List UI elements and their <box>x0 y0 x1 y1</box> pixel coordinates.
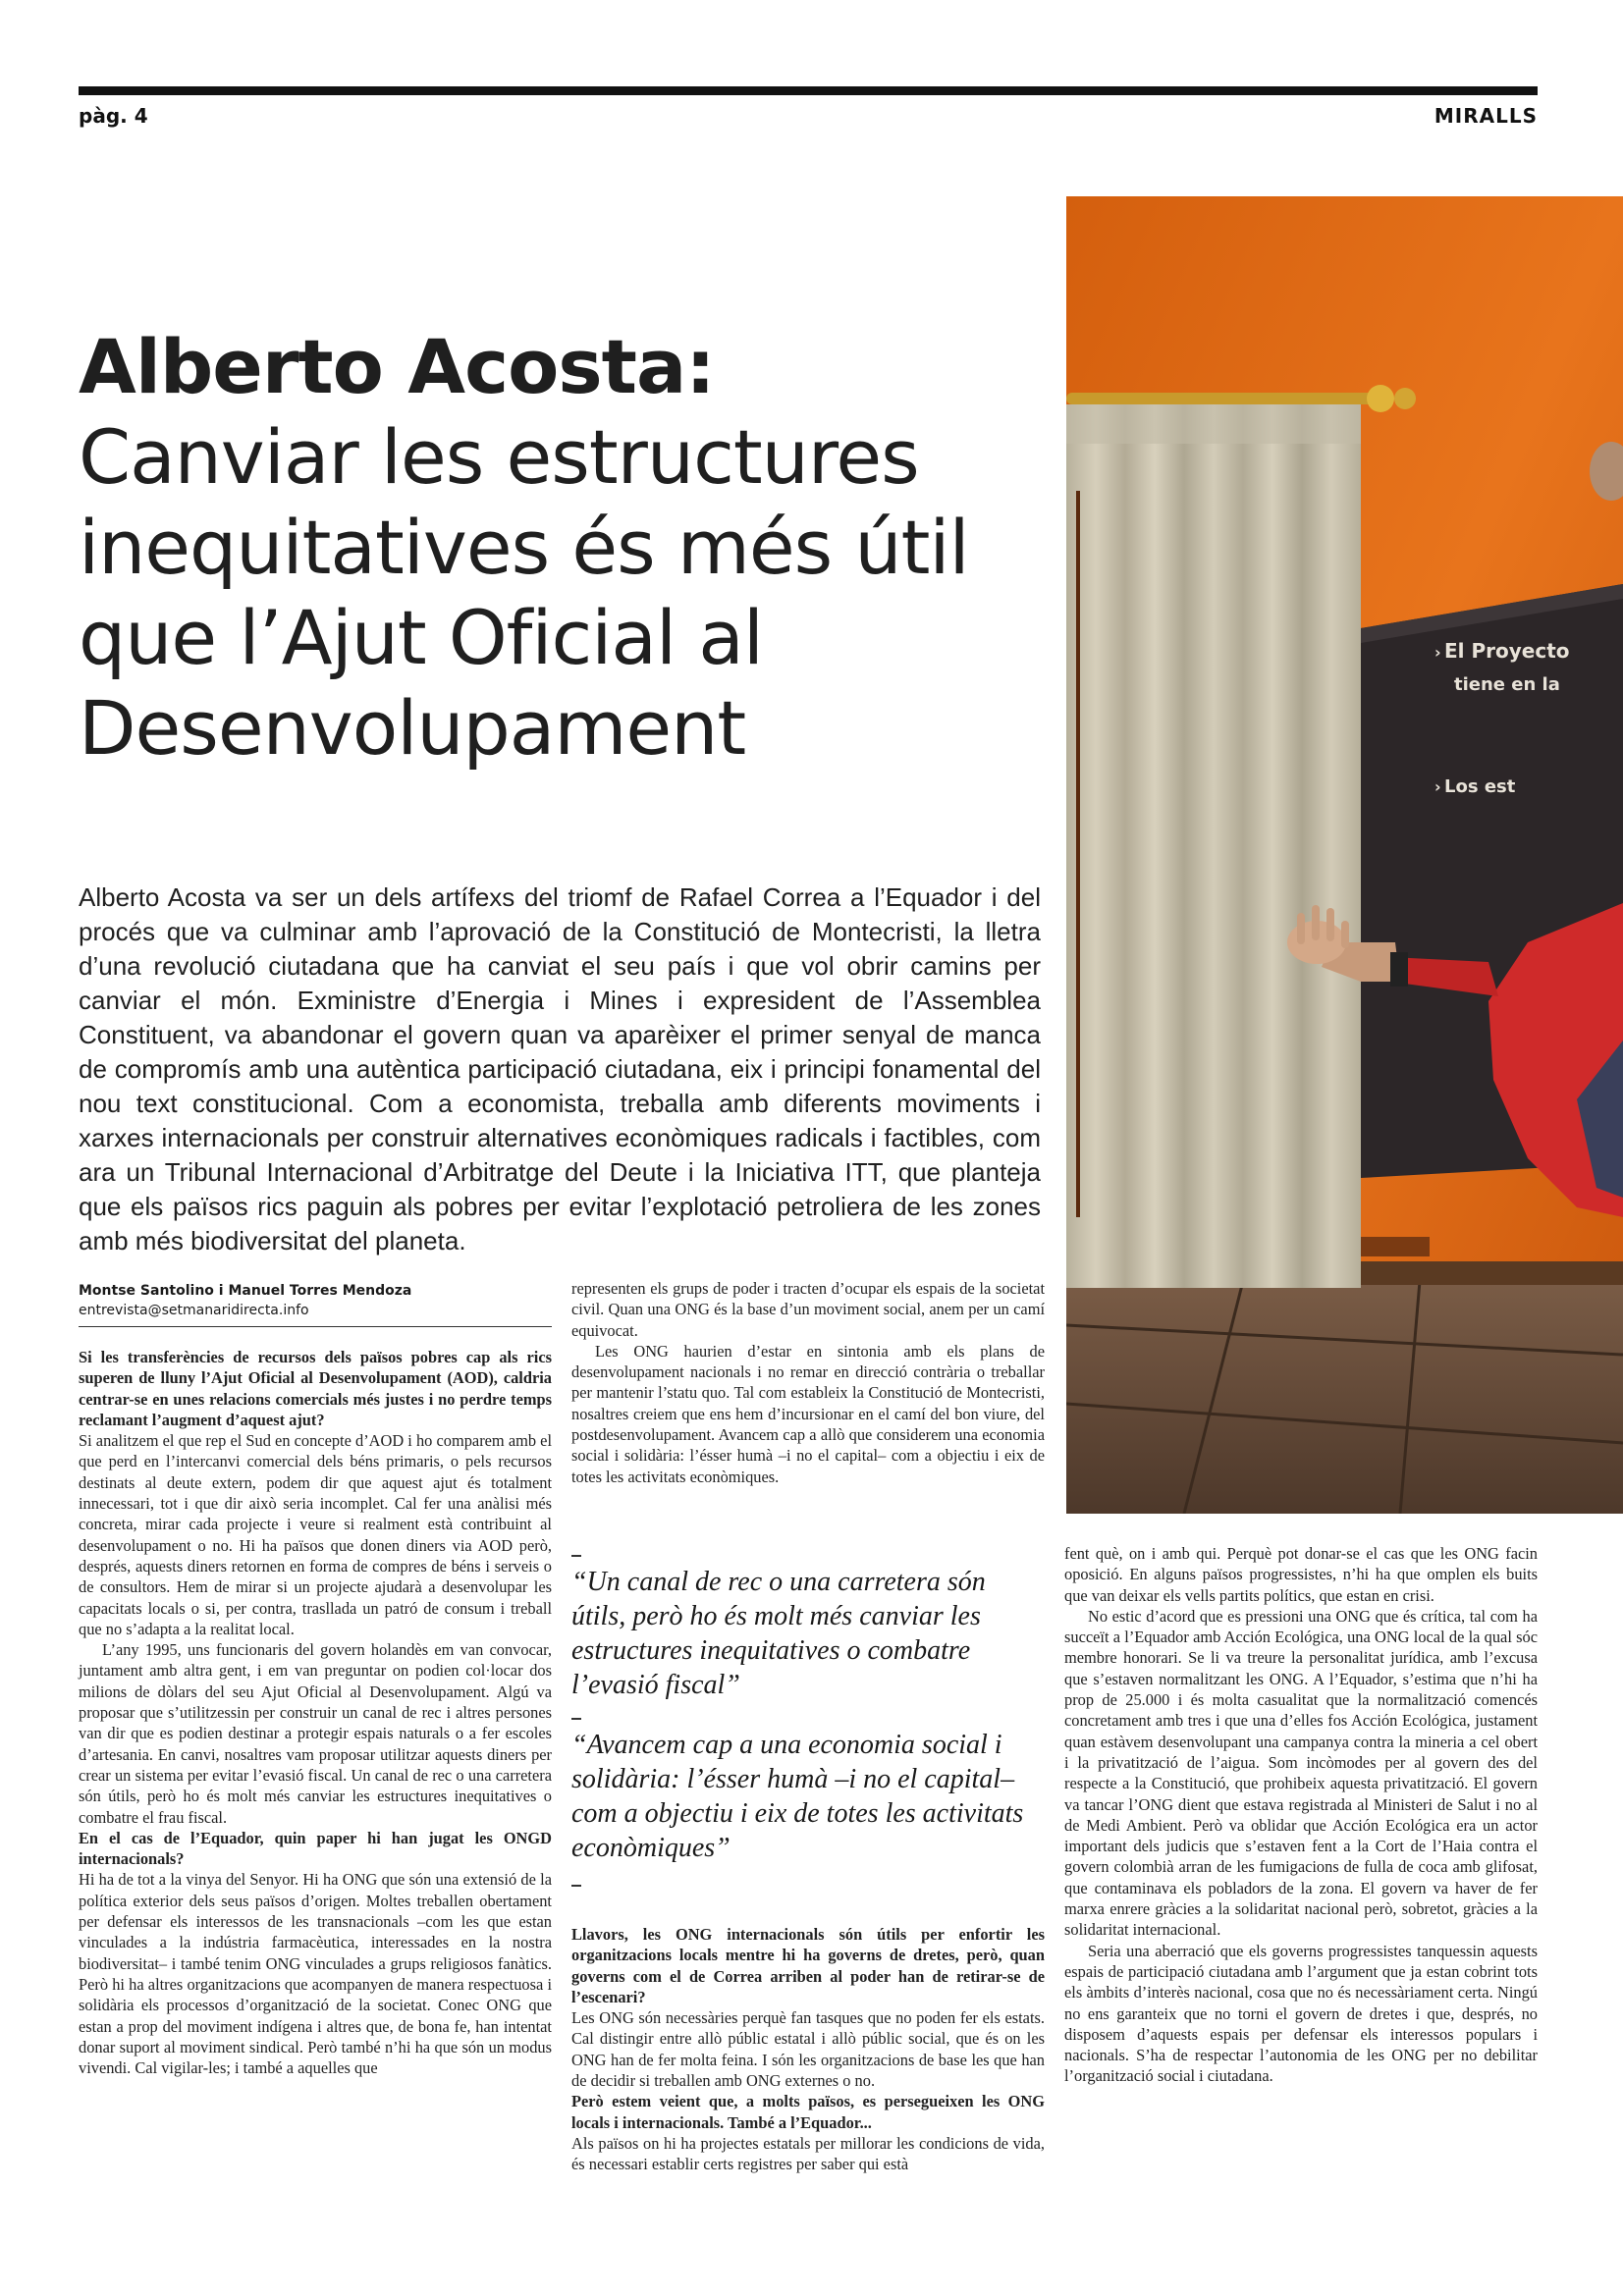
screen-text-1: El Proyecto <box>1444 639 1570 663</box>
interview-question: Llavors, les ONG internacionals són útils per enfortir les organitzacions locals mentre hi ha governs de dretes, però, quan governs com el de Correa arriben al poder han de retirar-se de l’escenari? <box>571 1925 1045 2006</box>
top-rule <box>79 86 1538 95</box>
body-paragraph: fent què, on i amb qui. Perquè pot donar-se el cas que les ONG facin oposició. En alguns països progressistes, n’hi ha que omplen els buits que van deixar els vells partits polítics, que estan en crisi. <box>1064 1544 1538 1605</box>
headline-subtitle: Canviar les estructures inequitatives és més útil que l’Ajut Oficial al Desenvolupament <box>79 413 969 772</box>
interview-photo <box>1066 196 1623 1514</box>
column-3 <box>1064 1543 1538 2087</box>
screen-bullet-2: › <box>1434 777 1441 796</box>
photo-illustration <box>1066 196 1623 1514</box>
quote-dash-3 <box>571 1885 581 1887</box>
body-paragraph: L’any 1995, uns funcionaris del govern holandès em van convocar, juntament amb altra gent, i em van preguntar on podien col·locar dos milions de dòlars del seu Ajut Oficial al Desenvolupament. Algú va proposar que s’utilitzessin per construir un canal de rec i altres persones van dir que es podien destinar a protegir espais naturals o a fer escoles d’artesania. En canvi, nosaltres vam proposar utilitzar aquests diners per crear un sistema per evitar l’evasió fiscal. Un canal de rec o una carretera són útils, però ho és molt més canviar les estructures inequitatives o combatre el frau fiscal. <box>79 1640 552 1827</box>
page-number: pàg. 4 <box>79 104 148 128</box>
screen-text-2: tiene en la <box>1454 674 1560 695</box>
body-paragraph: Hi ha de tot a la vinya del Senyor. Hi ha ONG que són una extensió de la política exterior dels seus països d’origen. Moltes treballen obertament per defensar els interessos de les transnacionals –com les que estan vinculades a la indústria farmacèutica, interessades en la nostra biodiversitat– i també tenim ONG vinculades a grups religiosos fanàtics. Però hi ha altres organitzacions que acompanyen de manera respectuosa i solidària els processos d’organització de la societat. Conec ONG que estan a prop del moviment indígena i altres que, de bona fe, han intentat donar suport al moviment sindical. Però també n’hi ha que són un modus vivendi. Cal vigilar-les; i també a aquelles que <box>79 1870 552 2078</box>
pull-quote-2: “Avancem cap a una economia social i solidària: l’ésser humà –i no el capital– com a objectiu i eix de totes les activitats econòmiques” <box>571 1730 1024 1863</box>
quote-dash-2 <box>571 1718 581 1720</box>
pull-quote-1: “Un canal de rec o una carretera són útils, però ho és molt més canviar les estructures inequitatives o combatre l’evasió fiscal” <box>571 1567 986 1700</box>
byline-email[interactable]: entrevista@setmanaridirecta.info <box>79 1303 309 1318</box>
body-paragraph: Les ONG haurien d’estar en sintonia amb els plans de desenvolupament nacionals i no remar en direcció contrària o treballar per mantenir l’statu quo. Tal com estableix la Constitució de Montecristi, nosaltres creiem que ens hem d’incursionar en el camí del bon viure, del postdesenvolupament. Avancem cap a allò que considerem una economia social i solidària: l’ésser humà –i no el capital– com a objectiu i eix de totes les activitats econòmiques. <box>571 1341 1045 1486</box>
body-paragraph: representen els grups de poder i tracten d’ocupar els espais de la societat civil. Quan una ONG és la base d’un moviment social, anem per un camí equivocat. <box>571 1279 1045 1340</box>
byline-rule <box>79 1326 552 1327</box>
body-paragraph: Seria una aberració que els governs progressistes tanquessin aquests espais de participació ciutadana amb l’argument que ja estan cobrint tots els àmbits d’interès nacional, cosa que no és necessàriament certa. Ningú no ens garanteix que no torni el govern de dretes i que, després, no disposem d’aquests espais per defensar els interessos populars i nacionals. S’ha de respectar l’autonomia de les ONG per no debilitar l’organització social i ciutadana. <box>1064 1941 1538 2086</box>
lead-paragraph: Alberto Acosta va ser un dels artífexs del triomf de Rafael Correa a l’Equador i del procés que va culminar amb l’aprovació de la Constitució de Montecristi, la lletra d’una revolució ciutadana que ha canviat el seu país i que vol obrir camins per canviar el món. Exministre d’Energia i Mines i expresident de l’Assemblea Constituent, va abandonar el govern quan va aparèixer el primer senyal de manca de compromís amb una autèntica participació ciutadana, eix i principi fonamental del nou text constitucional. Com a economista, treballa amb diferents moviments i xarxes internacionals per construir alternatives econòmiques radicals i factibles, com ara un Tribunal Internacional d’Arbitratge del Deute i la Iniciativa ITT, que planteja que els països rics paguin als pobres per evitar l’explotació petroliera de les zones amb més biodiversitat del planeta. <box>79 882 1041 1255</box>
column-2-continued <box>571 1924 1045 2175</box>
byline <box>79 1283 552 1327</box>
quote-dash-1 <box>571 1555 581 1557</box>
byline-authors: Montse Santolino i Manuel Torres Mendoza <box>79 1283 412 1299</box>
column-1 <box>79 1347 552 2078</box>
body-paragraph: Als països on hi ha projectes estatals per millorar les condicions de vida, és necessari establir certs registres per saber qui està <box>571 2133 1045 2174</box>
section-name: MIRALLS <box>1434 104 1538 128</box>
interview-question: En el cas de l’Equador, quin paper hi han jugat les ONGD internacionals? <box>79 1828 552 1869</box>
interview-question: Si les transferències de recursos dels països pobres cap als rics superen de lluny l’Ajut Oficial al Desenvolupament (AOD), caldria centrar-se en unes relacions comercials més justes i no perdre temps reclamant l’augment d’aquest ajut? <box>79 1348 552 1429</box>
headline <box>79 322 1051 774</box>
body-paragraph: Les ONG són necessàries perquè fan tasques que no poden fer els estats. Cal distingir entre allò públic estatal i allò públic social, que és on les ONG han de fer molta feina. I són les organitzacions de base les que han de decidir si treballen amb ONG externes o no. <box>571 2008 1045 2091</box>
body-paragraph: No estic d’acord que es pressioni una ONG que és crítica, tal com ha succeït a l’Equador amb Acción Ecológica, una ONG local de la qual sóc membre honorari. Se li va treure la personalitat jurídica, amb l’excusa que s’estaven normalitzant les ONG. A l’Equador, s’estima que n’hi ha prop de 25.000 i és molta casualitat que la normalització comencés concretament amb tres i que una d’elles fos Acción Ecológica, justament quan estàvem desenvolupant una campanya contra la mineria a cel obert i la privatització de l’aigua. Som incòmodes per al govern des del respecte a la Constitució, que prohibeix aquesta privatització. El govern va tancar l’ONG dient que estava registrada al Ministeri de Salut i no al de Medi Ambient. Però va oblidar que Acción Ecológica era un actor important dels judicis que s’estaven fent a la Cort de l’Haia contra el govern colombià arran de les fumigacions de fulla de coca amb glifosat, que contaminava els pobladors de la zona. El govern va haver de fer marxa enrere gràcies a la solidaritat nacional però, sobretot, gràcies a la solidaritat internacional. <box>1064 1606 1538 1940</box>
interview-question: Però estem veient que, a molts països, es persegueixen les ONG locals i internacionals. També a l’Equador... <box>571 2092 1045 2132</box>
column-2 <box>571 1278 1045 1487</box>
headline-name: Alberto Acosta: <box>79 323 715 410</box>
body-paragraph: Si analitzem el que rep el Sud en concepte d’AOD i ho comparem amb el que perd en l’intercanvi comercial dels béns primaris, o pels recursos destinats al deute extern, podem dir que aquest ajut és totalment innecessari, tot i que dir això seria incomplet. Cal fer una anàlisi més concreta, mirar cada projecte i veure si realment està contribuint al desenvolupament o no. Hi ha països que donen diners via AOD però, després, aquests diners retornen en forma de compres de béns i serveis o de consultors. Hem de mirar si un projecte ajudarà a desenvolupar les capacitats locals o si, per contra, trasllada un patró de consum i treball que no s’adapta a la realitat local. <box>79 1431 552 1638</box>
screen-bullet-1: › <box>1434 643 1441 662</box>
screen-text-3: Los est <box>1444 776 1516 797</box>
